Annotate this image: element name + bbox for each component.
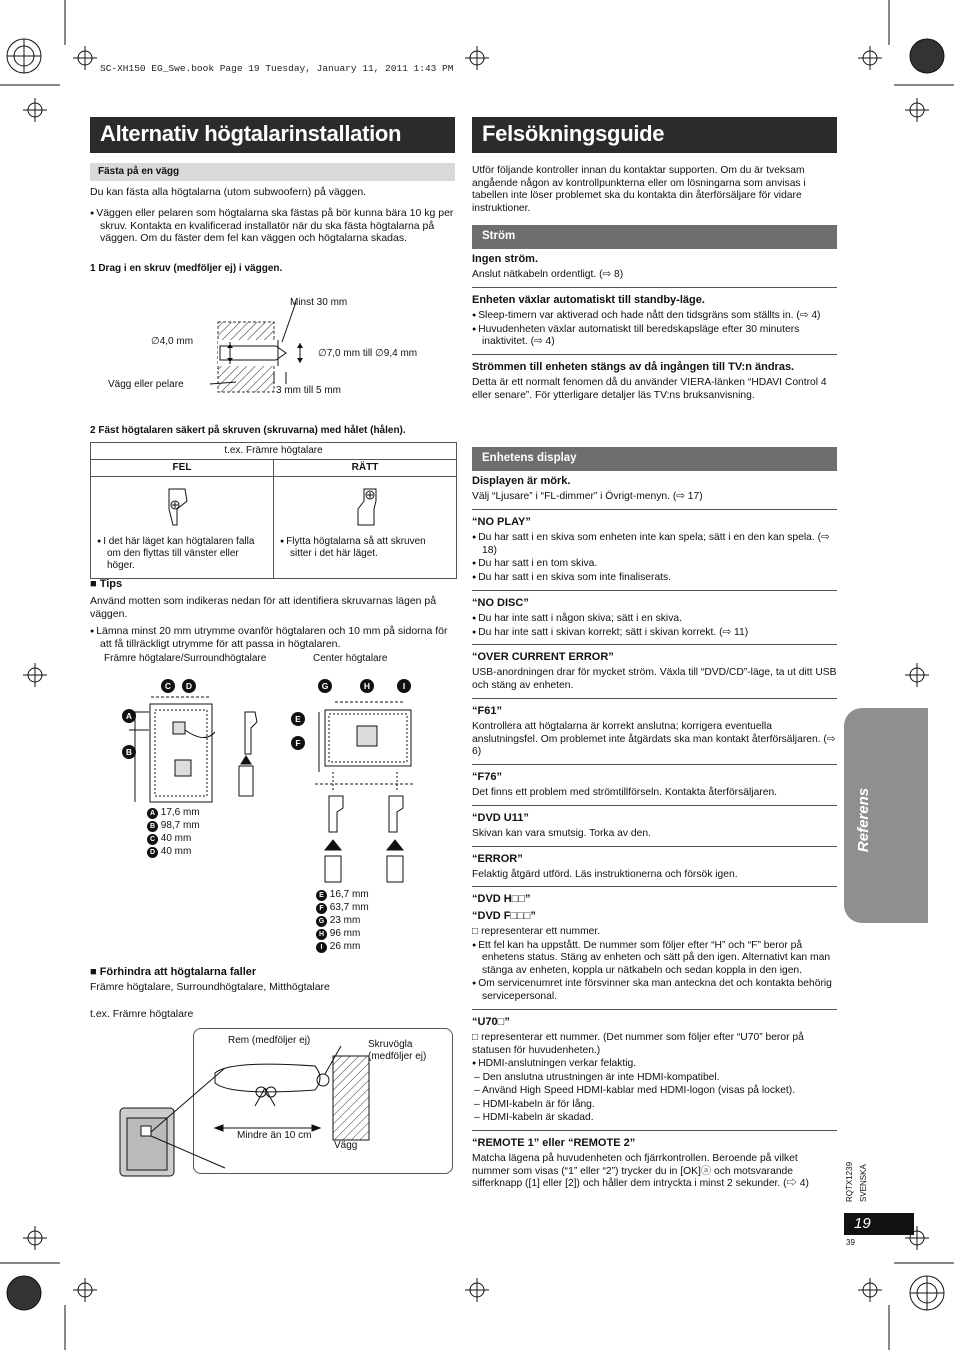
legend-item: B 98,7 mm bbox=[147, 819, 200, 832]
troubleshoot-intro: Utför följande kontroller innan du kontaktar supporten. Om du är tveksam angående någon av kontrollpunkterna eller om lösningarna som anvisas i tabellen inte löser problemet ska du kontakta din återförsäljare för vidare instruktioner. bbox=[472, 165, 806, 214]
trouble-text: Detta är ett normalt fenomen då du använder VIERA-länken “HDAVI Control 4 eller senare”. För ytterligare detaljer läs TV:ns bruksanvisning. bbox=[472, 377, 827, 401]
trouble-text: – HDMI-kabeln är för lång. bbox=[472, 1099, 837, 1112]
left-title: Alternativ högtalarinstallation bbox=[90, 117, 455, 153]
trouble-entry bbox=[472, 765, 837, 806]
callout-b: B bbox=[122, 745, 136, 759]
tips-bullet: ● Lämna minst 20 mm utrymme ovanför högtalaren och 10 mm på sidorna för att få tillräckligt utrymme för att passa in högtalaren. bbox=[90, 625, 455, 651]
wall-section-heading: Fästa på en vägg bbox=[90, 163, 455, 181]
page-sub-number: 39 bbox=[846, 1238, 855, 1247]
intro-text: Du kan fästa alla högtalarna (utom subwoofern) på väggen. bbox=[90, 186, 367, 198]
step-2: 2 Fäst högtalaren säkert på skruven (skruvarna) med hålet (hålen). bbox=[90, 425, 406, 436]
trouble-text: – Använd High Speed HDMI-kablar med HDMI-logon (visas på locket). bbox=[472, 1085, 837, 1098]
callout-h: H bbox=[360, 679, 374, 693]
trouble-entry bbox=[472, 887, 837, 1009]
trouble-entry bbox=[472, 699, 837, 765]
trouble-bullet: ● Du har inte satt i skivan korrekt; sätt i skivan korrekt. (⇨ 11) bbox=[472, 627, 837, 640]
trouble-heading: “U70□” bbox=[472, 1015, 510, 1028]
legend-item: H 96 mm bbox=[316, 927, 369, 940]
step-1: 1 Drag i en skruv (medföljer ej) i väggen. bbox=[90, 263, 283, 274]
legend-item: G 23 mm bbox=[316, 914, 369, 927]
legend-center bbox=[316, 888, 369, 953]
trouble-bullet: ● Du har satt i en skiva som enheten inte kan spela; sätt i en den kan spela. (⇨ 18) bbox=[472, 532, 837, 557]
callout-d: D bbox=[182, 679, 196, 693]
trouble-entry bbox=[472, 247, 837, 288]
trouble-text: – Den anslutna utrustningen är inte HDMI-kompatibel. bbox=[472, 1072, 837, 1085]
right-text: ● Flytta högtalarna så att skruven sitter i det här läget. bbox=[280, 536, 450, 560]
label-dia-4: ∅4,0 mm bbox=[151, 336, 194, 347]
legend-front bbox=[147, 806, 200, 858]
trouble-heading: “ERROR” bbox=[472, 852, 523, 865]
label-min-30: Minst 30 mm bbox=[290, 297, 348, 308]
trouble-heading: “DVD F□□□” bbox=[472, 909, 536, 922]
trouble-text: Anslut nätkabeln ordentligt. (⇨ 8) bbox=[472, 269, 624, 281]
col-wrong: FEL bbox=[91, 460, 274, 477]
trouble-bullet: ● Huvudenheten växlar automatiskt till beredskapsläge efter 30 minuters inaktivitet. (⇨ 4) bbox=[472, 324, 837, 349]
trouble-entry bbox=[472, 1010, 837, 1131]
trouble-heading: “F61” bbox=[472, 704, 502, 717]
tips-heading: ■ Tips bbox=[90, 578, 455, 591]
trouble-entry bbox=[472, 1131, 837, 1196]
trouble-heading: “DVD U11” bbox=[472, 811, 529, 824]
trouble-heading: “DVD H□□” bbox=[472, 893, 531, 906]
trouble-text: Matcha lägena på huvudenheten och fjärrkontrollen. Beroende på vilket nummer som visas (“1” eller “2”) trycker du in [OK]ⓐ och motsvarande sifferknapp ([1] eller [2]) och håller dem intryckta i minst 2 sekunder. (⇨ 4) bbox=[472, 1153, 809, 1190]
trouble-heading: “OVER CURRENT ERROR” bbox=[472, 651, 614, 664]
label-wall: Vägg bbox=[334, 1140, 358, 1151]
svg-text:RQTX1239: RQTX1239 bbox=[845, 1161, 854, 1202]
callout-c: C bbox=[161, 679, 175, 693]
trouble-text: Det finns ett problem med strömtillförseln. Kontakta återförsäljaren. bbox=[472, 787, 778, 798]
wall-intro bbox=[90, 186, 455, 249]
label-less-10cm: Mindre än 10 cm bbox=[237, 1130, 312, 1141]
trouble-entry bbox=[472, 591, 837, 646]
callout-e: E bbox=[291, 712, 305, 726]
fall-text: Främre högtalare, Surroundhögtalare, Mitthögtalare bbox=[90, 981, 330, 994]
svg-text:Referens: Referens bbox=[855, 787, 872, 853]
legend-item: E 16,7 mm bbox=[316, 888, 369, 901]
wrong-hole-icon bbox=[97, 479, 267, 531]
trouble-entry bbox=[472, 355, 837, 408]
fall-heading: ■ Förhindra att högtalarna faller bbox=[90, 966, 455, 979]
section-power: Ström bbox=[472, 225, 837, 249]
right-hole-icon bbox=[280, 479, 450, 531]
label-center-speaker: Center högtalare bbox=[313, 653, 388, 664]
trouble-bullet: ● Sleep-timern var aktiverad och hade nått den tidsgräns som ställts in. (⇨ 4) bbox=[472, 310, 837, 323]
trouble-text: Välj “Ljusare” i “FL-dimmer” i Övrigt-menyn. (⇨ 17) bbox=[472, 491, 703, 503]
legend-item: I 26 mm bbox=[316, 940, 369, 953]
trouble-heading: Enheten växlar automatiskt till standby-läge. bbox=[472, 293, 705, 306]
reference-tab-label bbox=[848, 770, 878, 870]
section-display: Enhetens display bbox=[472, 447, 837, 471]
legend-item: A 17,6 mm bbox=[147, 806, 200, 819]
fall-example: t.ex. Främre högtalare bbox=[90, 1008, 194, 1021]
trouble-entry bbox=[472, 806, 837, 847]
label-wall-pillar: Vägg eller pelare bbox=[108, 379, 184, 390]
trouble-text: Felaktig åtgärd utförd. Läs instruktionerna och försök igen. bbox=[472, 868, 738, 880]
callout-g: G bbox=[318, 679, 332, 693]
trouble-entry bbox=[472, 288, 837, 355]
label-eye-1: Skruvögla bbox=[368, 1039, 413, 1050]
power-list bbox=[472, 247, 837, 408]
trouble-bullet: ● Om servicenumret inte försvinner ska man anteckna det och kontakta behörig servicepersonal. bbox=[472, 978, 837, 1003]
trouble-heading: “NO PLAY” bbox=[472, 515, 531, 528]
trouble-text: □ representerar ett nummer. (Det nummer som följer efter “U70” beror på statusen för huvudenheten.) bbox=[472, 1031, 804, 1056]
trouble-heading: Displayen är mörk. bbox=[472, 475, 571, 487]
print-header: SC-XH150 EG_Swe.book Page 19 Tuesday, January 11, 2011 1:43 PM bbox=[100, 63, 454, 74]
trouble-bullet: ● Du har satt i en tom skiva. bbox=[472, 558, 837, 571]
trouble-text: Kontrollera att högtalarna är korrekt anslutna; korrigera eventuella anslutningsfel. Om problemet inte åtgärdats ska man kontakt återförsäljaren. (⇨ 6) bbox=[472, 720, 836, 758]
trouble-entry bbox=[472, 510, 837, 591]
trouble-entry bbox=[472, 469, 837, 510]
trouble-text: – HDMI-kabeln är skadad. bbox=[472, 1112, 837, 1125]
label-3-5mm: 3 mm till 5 mm bbox=[276, 385, 341, 396]
fall-section bbox=[90, 966, 455, 1025]
tips-section bbox=[90, 578, 455, 655]
wrong-right-table bbox=[90, 442, 457, 579]
label-eye-2: (medföljer ej) bbox=[368, 1051, 427, 1062]
page-number: 19 bbox=[844, 1213, 914, 1235]
legend-item: C 40 mm bbox=[147, 832, 200, 845]
margin-codes bbox=[840, 1150, 876, 1210]
trouble-bullet: ● Du har satt i en skiva som inte finaliserats. bbox=[472, 572, 837, 585]
display-list bbox=[472, 469, 837, 1196]
trouble-heading: Ingen ström. bbox=[472, 253, 539, 265]
trouble-entry bbox=[472, 847, 837, 888]
label-dia-7: ∅7,0 mm till ∅9,4 mm bbox=[318, 348, 418, 359]
col-right: RÄTT bbox=[274, 460, 457, 477]
trouble-heading: “NO DISC” bbox=[472, 596, 529, 609]
svg-text:SVENSKA: SVENSKA bbox=[859, 1164, 868, 1202]
trouble-heading: “F76” bbox=[472, 770, 502, 783]
trouble-text: □ representerar ett nummer. bbox=[472, 926, 601, 938]
trouble-heading: “REMOTE 1” eller “REMOTE 2” bbox=[472, 1136, 636, 1149]
trouble-heading: Strömmen till enheten stängs av då ingången till TV:n ändras. bbox=[472, 361, 795, 373]
legend-item: D 40 mm bbox=[147, 845, 200, 858]
trouble-bullet: ● HDMI-anslutningen verkar felaktig. bbox=[472, 1058, 837, 1071]
trouble-bullet: ● Ett fel kan ha uppstått. De nummer som följer efter “H” och “F” beror på enhetens status. Stäng av enheten och sätt på den igen. Alternativt kan man stänga av enheten, koppla ur nätkabeln och sedan koppla in den igen. bbox=[472, 940, 837, 978]
label-strap: Rem (medföljer ej) bbox=[228, 1035, 311, 1046]
callout-a: A bbox=[122, 709, 136, 723]
trouble-text: Skivan kan vara smutsig. Torka av den. bbox=[472, 827, 651, 839]
table-caption: t.ex. Främre högtalare bbox=[91, 443, 457, 460]
tips-text: Använd motten som indikeras nedan för att identifiera skruvarnas lägen på väggen. bbox=[90, 595, 437, 621]
trouble-entry bbox=[472, 645, 837, 699]
right-title: Felsökningsguide bbox=[472, 117, 837, 153]
trouble-bullet: ● Du har inte satt i någon skiva; sätt i en skiva. bbox=[472, 613, 837, 626]
legend-item: F 63,7 mm bbox=[316, 901, 369, 914]
label-front-speaker: Främre högtalare/Surroundhögtalare bbox=[104, 653, 267, 664]
wrong-text: ● I det här läget kan högtalaren falla om den flyttas till vänster eller höger. bbox=[97, 536, 267, 573]
callout-i: I bbox=[397, 679, 411, 693]
callout-f: F bbox=[291, 736, 305, 750]
mounting-diagram bbox=[115, 672, 425, 897]
weight-bullet: ● Väggen eller pelaren som högtalarna ska fästas på bör kunna bära 10 kg per skruv. Kontakta en kvalificerad installatör när du ska fästa högtalarna på väggen. Om du fäster dem fel kan väggen och högtalarna skadas. bbox=[90, 207, 455, 245]
trouble-text: USB-anordningen drar för mycket ström. Växla till “DVD/CD”-läge, ta ut ditt USB och stäng av enheten. bbox=[472, 667, 837, 691]
